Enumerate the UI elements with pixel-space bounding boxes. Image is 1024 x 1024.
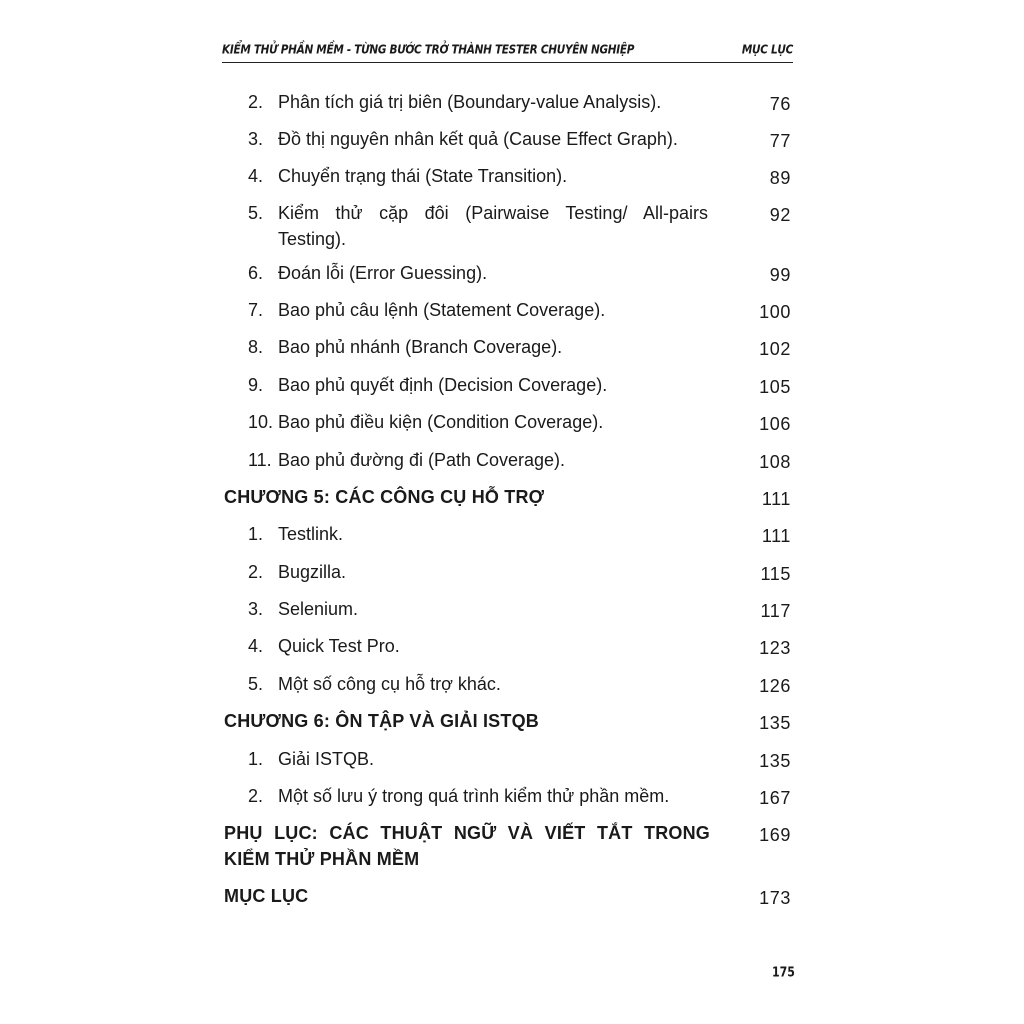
toc-entry-page: 117 bbox=[760, 601, 791, 621]
toc-entry-page: 102 bbox=[759, 339, 791, 359]
toc-entry-page: 123 bbox=[759, 638, 791, 658]
toc-entry-page: 92 bbox=[769, 205, 791, 225]
toc-entry-page: 100 bbox=[759, 302, 791, 322]
toc-entry-page: 111 bbox=[761, 526, 791, 546]
toc-entry-page: 135 bbox=[759, 751, 791, 771]
toc-entry-title: Chuyển trạng thái (State Transition). bbox=[278, 166, 568, 186]
toc-chapter-title: PHỤ LỤC: CÁC THUẬT NGỮ VÀ VIẾT TẮT TRONG KIỂM THỬ PHẦN MỀM bbox=[224, 823, 710, 869]
toc-entry-number: 2. bbox=[248, 786, 264, 806]
toc-entry-number: 1. bbox=[248, 749, 264, 769]
toc-entry-title: Phân tích giá trị biên (Boundary-value Analysis). bbox=[278, 92, 662, 112]
toc-entry-title: Testlink. bbox=[278, 524, 344, 544]
toc-entry-title: Kiểm thử cặp đôi (Pairwaise Testing/ All-pairs Testing). bbox=[278, 203, 708, 249]
toc-entry-title: Bao phủ đường đi (Path Coverage). bbox=[278, 450, 566, 470]
toc-entry-number: 11. bbox=[248, 450, 272, 470]
toc-entry-page: 111 bbox=[761, 489, 791, 509]
toc-entry-title: Một số công cụ hỗ trợ khác. bbox=[278, 674, 501, 694]
toc-entry-page: 173 bbox=[759, 888, 791, 908]
toc-entry-number: 3. bbox=[248, 599, 264, 619]
toc-entry-number: 2. bbox=[248, 562, 264, 582]
toc-entry-page: 115 bbox=[760, 564, 791, 584]
toc-entry-title: Đoán lỗi (Error Guessing). bbox=[278, 263, 488, 283]
toc-entry-number: 4. bbox=[248, 166, 264, 186]
toc-entry-page: 99 bbox=[769, 265, 791, 285]
toc-entry-title: Selenium. bbox=[278, 599, 359, 619]
toc-entry-page: 169 bbox=[759, 825, 791, 845]
toc-entry-title: Một số lưu ý trong quá trình kiểm thử phần mềm. bbox=[278, 786, 670, 806]
toc-entry-title: Bao phủ điều kiện (Condition Coverage). bbox=[278, 412, 604, 432]
toc-entry-page: 77 bbox=[769, 131, 791, 151]
toc-chapter-title: CHƯƠNG 5: CÁC CÔNG CỤ HỖ TRỢ bbox=[224, 487, 545, 507]
toc-entry-number: 5. bbox=[248, 203, 264, 223]
page-number: 175 bbox=[772, 964, 795, 981]
book-title: KIỂM THỬ PHẦN MỀM - TỪNG BƯỚC TRỞ THÀNH TESTER CHUYÊN NGHIỆP bbox=[222, 43, 635, 57]
toc-entry-number: 7. bbox=[248, 300, 264, 320]
toc-entry-number: 8. bbox=[248, 337, 264, 357]
toc-entry-number: 4. bbox=[248, 636, 264, 656]
toc-entry-page: 76 bbox=[769, 94, 791, 114]
toc-entry-title: Quick Test Pro. bbox=[278, 636, 400, 656]
toc-entry-title: Bao phủ nhánh (Branch Coverage). bbox=[278, 337, 563, 357]
toc-entry-number: 10. bbox=[248, 412, 274, 432]
toc-entry-number: 9. bbox=[248, 375, 264, 395]
toc-entry-title: Bao phủ câu lệnh (Statement Coverage). bbox=[278, 300, 606, 320]
toc-chapter-title: CHƯƠNG 6: ÔN TẬP VÀ GIẢI ISTQB bbox=[224, 711, 539, 731]
toc-entry-number: 2. bbox=[248, 92, 264, 112]
toc-entry-number: 6. bbox=[248, 263, 264, 283]
toc-entry-page: 167 bbox=[759, 788, 791, 808]
section-title: MỤC LỤC bbox=[741, 43, 793, 57]
toc-entry-title: Bugzilla. bbox=[278, 562, 347, 582]
toc-entry-number: 5. bbox=[248, 674, 264, 694]
toc-entry-page: 106 bbox=[759, 414, 791, 434]
toc-entry-title: Đồ thị nguyên nhân kết quả (Cause Effect Graph). bbox=[278, 129, 678, 149]
toc-entry-page: 108 bbox=[759, 452, 791, 472]
table-of-contents bbox=[222, 0, 793, 1024]
toc-entry-title: Bao phủ quyết định (Decision Coverage). bbox=[278, 375, 608, 395]
toc-chapter-title: MỤC LỤC bbox=[224, 886, 309, 906]
toc-entry-page: 135 bbox=[759, 713, 791, 733]
toc-entry-page: 105 bbox=[759, 377, 791, 397]
toc-entry-page: 89 bbox=[769, 168, 791, 188]
toc-entry-title: Giải ISTQB. bbox=[278, 749, 375, 769]
toc-entry-number: 1. bbox=[248, 524, 264, 544]
toc-entry-page: 126 bbox=[759, 676, 791, 696]
toc-entry-number: 3. bbox=[248, 129, 264, 149]
